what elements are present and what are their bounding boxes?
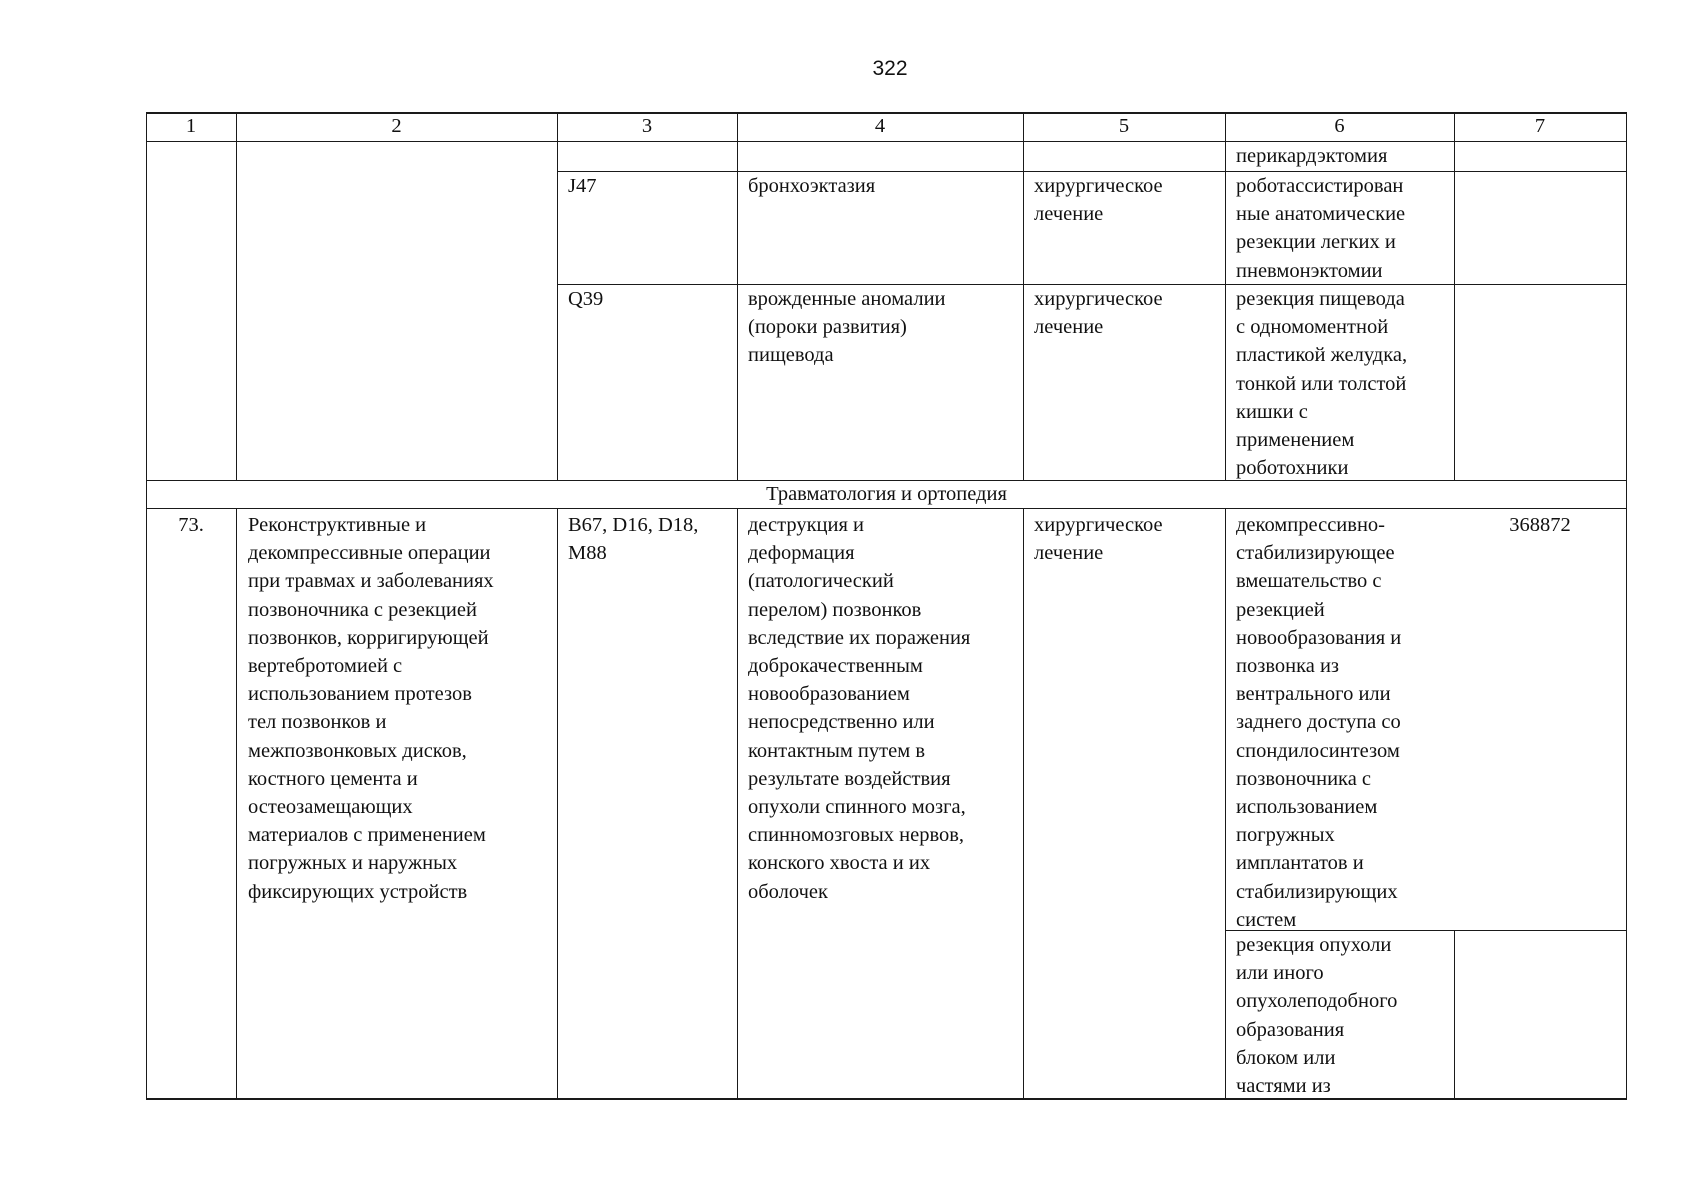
col-rule	[1225, 508, 1226, 1099]
col-rule	[236, 112, 237, 481]
col-rule	[1225, 112, 1226, 481]
method-text: роботассистирован ные анатомические резекции легких и пневмонэктомии	[1236, 175, 1406, 282]
col-rule	[557, 508, 558, 1099]
header-col-2: 2	[391, 115, 402, 137]
col-rule	[1454, 930, 1455, 1099]
section-title: Травматология и ортопедия	[766, 483, 1007, 505]
diagnosis-text: врожденные аномалии (пороки развития) пищевода	[748, 288, 946, 367]
col-rule	[1023, 112, 1024, 481]
col-rule	[1023, 508, 1024, 1099]
header-col-1: 1	[185, 115, 197, 137]
col-rule	[737, 112, 738, 481]
icd-code: Q39	[568, 288, 604, 310]
method-text: резекция пищевода с одномоментной пластикой желудка, тонкой или толстой кишки с применением роботохники	[1236, 288, 1408, 480]
treatment-type: хирургическое лечение	[1034, 288, 1163, 339]
col-rule	[737, 508, 738, 1099]
table-border-left	[146, 112, 147, 1099]
header-col-4: 4	[874, 115, 886, 137]
method-text: перикардэктомия	[1236, 145, 1388, 167]
icd-codes: B67, D16, D18, M88	[568, 514, 699, 565]
col-rule	[1454, 112, 1455, 481]
header-col-6: 6	[1334, 115, 1345, 137]
col-rule	[236, 508, 237, 1099]
diagnosis-text: деструкция и деформация (патологический перелом) позвонков вследствие их поражения доброкачественным новообразованием непосредственно или контактным путем в результате воздействия опухоли спинного мозга, спинномозговых нервов, конского хвоста и их оболочек	[748, 514, 971, 903]
icd-code: J47	[568, 175, 597, 197]
method-text: декомпрессивно- стабилизирующее вмешательство с резекцией новообразования и позвонка из вентрального или заднего доступа со спондилосинтезом позвоночника с использованием погружных имплантатов и стабилизирующих систем	[1236, 514, 1402, 931]
header-col-5: 5	[1118, 115, 1130, 137]
care-type-name: Реконструктивные и декомпрессивные операции при травмах и заболеваниях позвоночника с резекцией позвонков, корригирующей вертебротомией с использованием протезов тел позвонков и межпозвонковых дисков, костного цемента и остеозамещающих материалов с применением погружных и наружных фиксирующих устройств	[248, 514, 494, 903]
treatment-type: хирургическое лечение	[1034, 514, 1163, 565]
table-border-right	[1626, 112, 1627, 1099]
method-text: резекция опухоли или иного опухолеподобного образования блоком или частями из	[1236, 934, 1398, 1098]
header-col-3: 3	[641, 115, 653, 137]
cost-value: 368872	[1509, 514, 1571, 536]
page-number: 322	[872, 57, 908, 80]
col-rule	[557, 112, 558, 481]
row-number: 73.	[178, 514, 204, 536]
header-col-7: 7	[1534, 115, 1546, 137]
treatment-type: хирургическое лечение	[1034, 175, 1163, 226]
diagnosis-text: бронхоэктазия	[748, 175, 876, 197]
